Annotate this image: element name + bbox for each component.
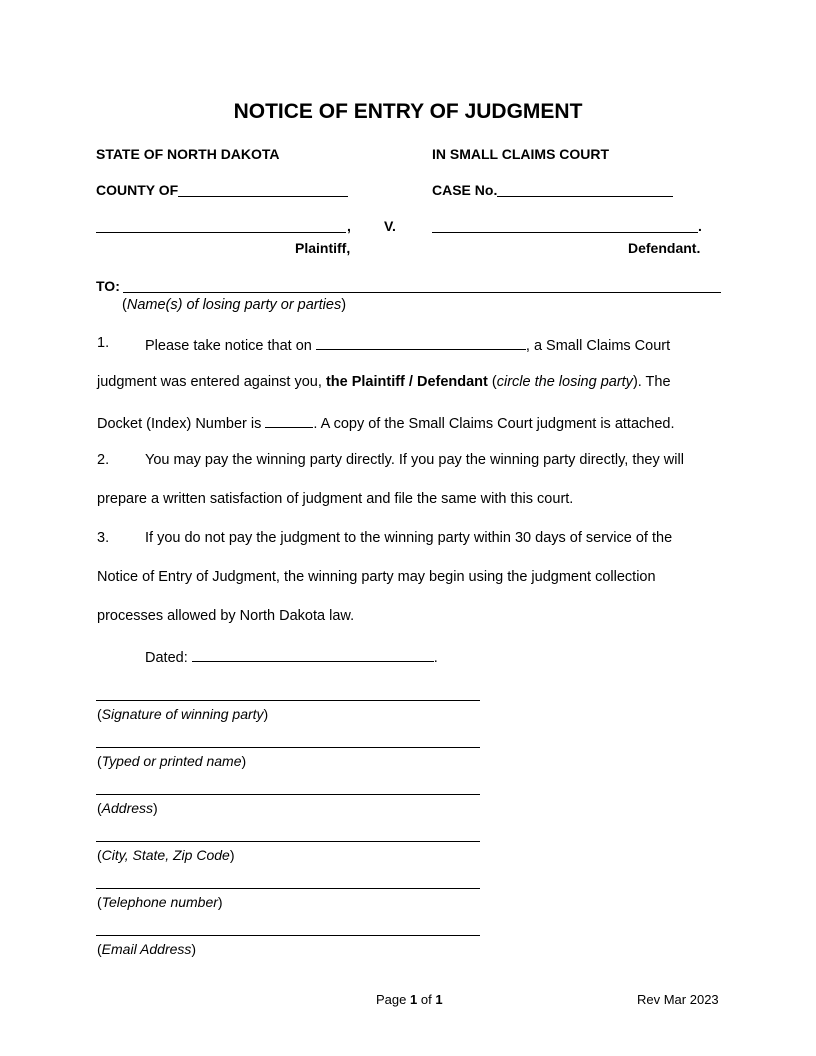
county-field[interactable] [178,196,348,197]
plaintiff-label: Plaintiff, [295,240,351,256]
address-label: (Address) [97,800,158,816]
paragraph-3-line-2: Notice of Entry of Judgment, the winning party may begin using the judgment collection [97,569,656,585]
dated-field[interactable] [192,647,434,662]
losing-party-hint: (Name(s) of losing party or parties) [122,297,347,313]
defendant-label: Defendant. [628,240,701,256]
defendant-name-field[interactable] [432,232,698,233]
losing-party-field[interactable] [123,292,721,293]
telephone-field[interactable] [96,888,480,889]
paragraph-2-number: 2. [97,452,110,468]
dated-line: Dated: . [145,647,438,666]
to-label: TO: [96,278,120,294]
county-label: COUNTY OF [96,182,179,198]
plaintiff-comma: , [347,218,351,234]
docket-number-field[interactable] [265,413,313,428]
signature-label: (Signature of winning party) [97,706,269,722]
paragraph-3-line-1: If you do not pay the judgment to the winning party within 30 days of service of the [145,530,673,546]
judgment-date-field[interactable] [316,335,526,350]
paragraph-1-line-1: Please take notice that on , a Small Claims Court [145,335,670,354]
paragraph-1-number: 1. [97,335,110,351]
paragraph-2-line-1: You may pay the winning party directly. If you pay the winning party directly, they will [145,452,684,468]
page-number: Page 1 of 1 [376,992,443,1007]
paragraph-2-line-2: prepare a written satisfaction of judgment and file the same with this court. [97,491,574,507]
paragraph-3-line-3: processes allowed by North Dakota law. [97,608,355,624]
document-title: NOTICE OF ENTRY OF JUDGMENT [233,100,583,123]
city-state-zip-field[interactable] [96,841,480,842]
email-label: (Email Address) [97,941,197,957]
case-number-field[interactable] [497,196,673,197]
printed-name-label: (Typed or printed name) [97,753,247,769]
printed-name-field[interactable] [96,747,480,748]
address-field[interactable] [96,794,480,795]
defendant-period: . [698,218,702,234]
versus-label: V. [384,218,396,234]
paragraph-1-line-2: judgment was entered against you, the Plaintiff / Defendant (circle the losing party). The [97,374,671,390]
signature-field[interactable] [96,700,480,701]
revision-label: Rev Mar 2023 [637,992,719,1007]
state-label: STATE OF NORTH DAKOTA [96,146,280,162]
paragraph-3-number: 3. [97,530,110,546]
paragraph-1-line-3: Docket (Index) Number is . A copy of the Small Claims Court judgment is attached. [97,413,675,432]
email-field[interactable] [96,935,480,936]
plaintiff-name-field[interactable] [96,232,346,233]
court-label: IN SMALL CLAIMS COURT [432,146,610,162]
telephone-label: (Telephone number) [97,894,223,910]
case-number-label: CASE No. [432,182,498,198]
city-state-zip-label: (City, State, Zip Code) [97,847,235,863]
